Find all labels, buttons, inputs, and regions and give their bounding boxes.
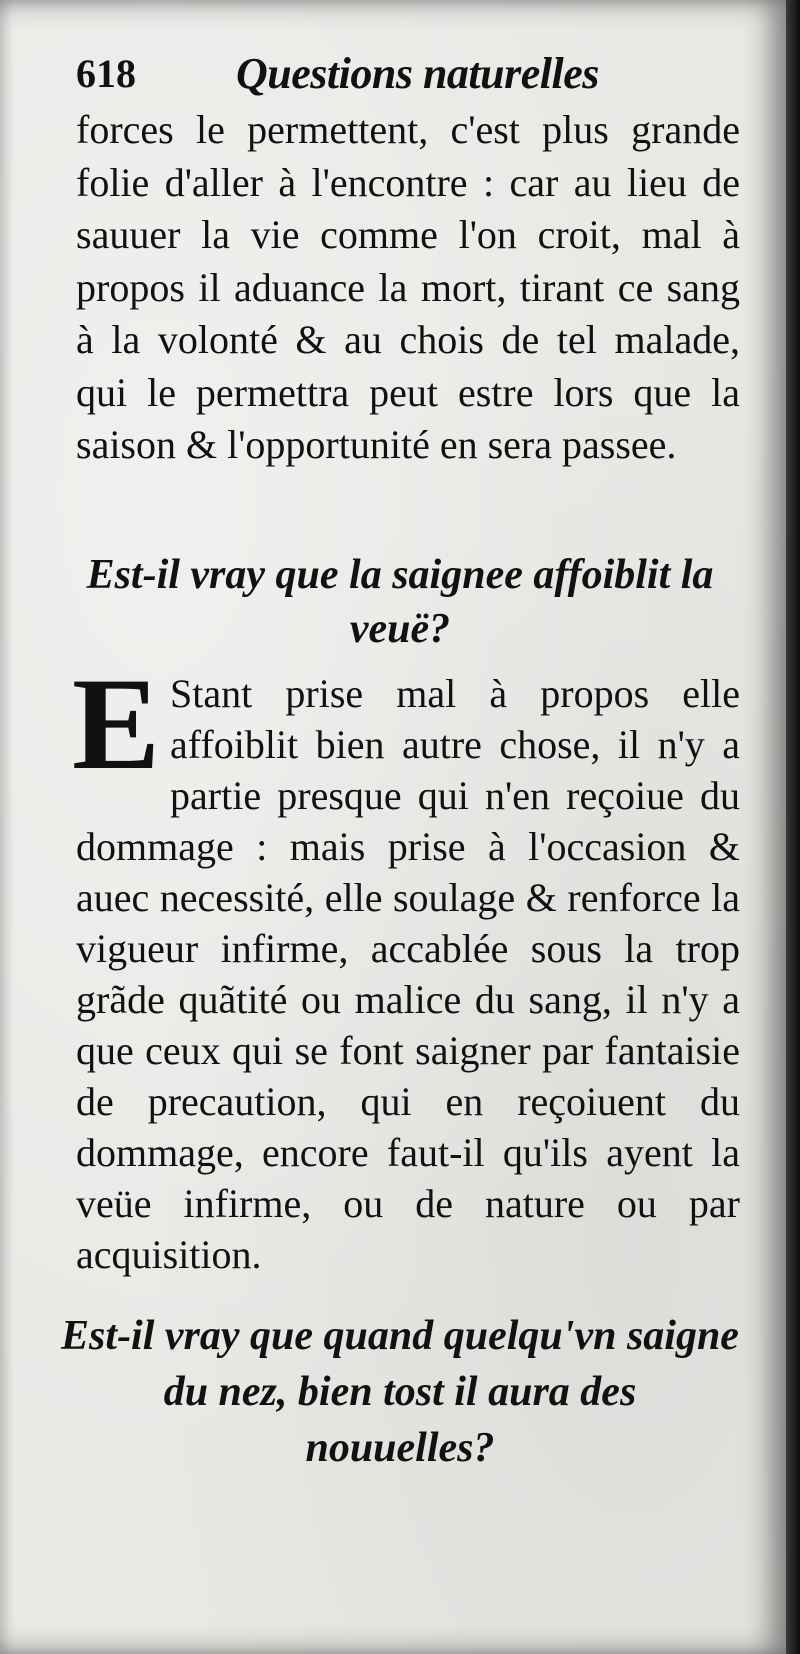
book-gutter bbox=[786, 0, 800, 1654]
running-title: Questions naturelles bbox=[236, 49, 599, 98]
paragraph-saignee-veue bbox=[72, 650, 740, 1280]
paragraph-body: Stant prise mal à propos elle affoiblit bien autre chose, il n'y a partie presque qui n'en reçoiue du dommage : mais prise à l'occasion & auec necessité, elle soulage & renforce la vigueur infirme, accablée sous la trop grãde quãtité ou malice du sang, il n'y a que ceux qui se font saigner par fantaisie de precaution, qui en reçoiuent du dommage, encore faut-il qu'ils ayent la veüe infirme, ou de nature ou par acquisition. bbox=[76, 671, 740, 1277]
section-heading-saigne-du-nez bbox=[60, 1308, 740, 1476]
paragraph-continuation: forces le permettent, c'est plus grande folie d'aller à l'encontre : car au lieu de sauuer la vie comme l'on croit, mal à propos il aduance la mort, tirant ce sang à la volonté & au chois de tel malade, qui le permettra peut estre lors que la saison & l'opportunité en sera passee. bbox=[76, 107, 740, 467]
section-heading-saignee-veue: Est-il vray que la saignee affoiblit la veuë? bbox=[86, 552, 714, 652]
drop-cap: E bbox=[72, 650, 161, 797]
heading-line-1: Est-il vray que quand quelqu'vn saigne du nez, bien tost il aura des bbox=[61, 1313, 739, 1415]
running-head bbox=[76, 44, 636, 104]
page-number: 618 bbox=[76, 51, 136, 96]
heading-line-2: nouuelles? bbox=[305, 1425, 495, 1471]
